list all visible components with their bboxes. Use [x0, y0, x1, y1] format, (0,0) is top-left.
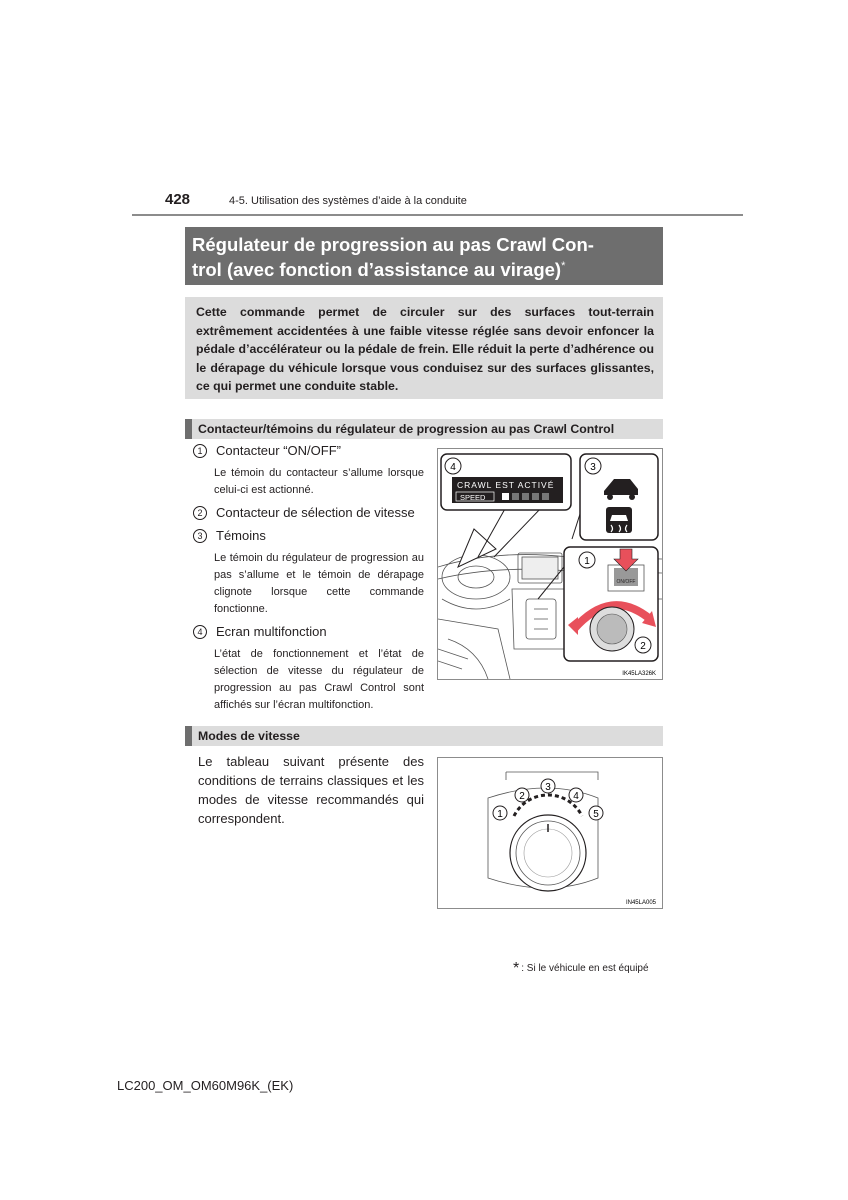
item-indicators: [193, 528, 266, 543]
callout-4: 4: [450, 462, 456, 473]
callout-3: 3: [590, 462, 596, 473]
item-speed-selector: [193, 505, 415, 520]
header-rule: [132, 214, 743, 216]
intro-paragraph: Cette commande permet de circuler sur des surfaces tout-terrain extrêmement accidentées à une faible vitesse réglée sans devoir enfoncer la pédale d’accélérateur ou la pédale de frein. Elle réduit la perte d’adhérence ou le dérapage du véhicule lorsque vous conduisez sur des surfaces glissantes, ce qui permet une conduite stable.: [185, 297, 663, 399]
display-speed: SPEED: [460, 493, 486, 502]
item-description: Le témoin du régulateur de progression au pas s’allume et le témoin de dérapage clignote lorsque cette commande fonctionne.: [214, 552, 424, 615]
callout-1: 1: [497, 809, 503, 820]
item-description: L’état de fonctionnement et l’état de sélection de vitesse du régulateur de progression au pas Crawl Control sont affichés sur l’écran multifonction.: [214, 648, 424, 711]
footnote: [513, 960, 649, 978]
item-label: Ecran multifonction: [216, 624, 327, 639]
dashboard-illustration: [437, 448, 663, 680]
callout-2: 2: [640, 641, 646, 652]
document-code: LC200_OM_OM60M96K_(EK): [117, 1078, 294, 1093]
section-heading-switch: Contacteur/témoins du régulateur de progression au pas Crawl Control: [185, 419, 663, 439]
footnote-star: *: [513, 960, 520, 977]
section-heading-speed-modes: Modes de vitesse: [185, 726, 663, 746]
section-reference: 4-5. Utilisation des systèmes d’aide à la conduite: [229, 195, 467, 207]
callout-2: 2: [519, 791, 525, 802]
callout-1: 1: [584, 556, 590, 567]
callout-number: 2: [193, 506, 207, 520]
footnote-text: : Si le véhicule en est équipé: [521, 963, 649, 974]
display-text: CRAWL EST ACTIVÉ: [457, 480, 555, 490]
switch-label: ON/OFF: [616, 579, 636, 585]
figure-code: IN45LA005: [625, 900, 656, 906]
callout-number: 4: [193, 625, 207, 639]
item-label: Contacteur “ON/OFF”: [216, 443, 341, 458]
callout-5: 5: [593, 809, 599, 820]
page-number: 428: [165, 191, 191, 208]
page-title: [185, 227, 663, 285]
speed-modes-intro: Le tableau suivant présente des conditions de terrains classiques et les modes de vitesse recommandés qui correspondent.: [198, 754, 424, 826]
callout-number: 3: [193, 529, 207, 543]
callout-4: 4: [573, 791, 579, 802]
figure-code: IK45LA326K: [622, 671, 656, 677]
callout-3: 3: [545, 782, 551, 793]
title-line-2: trol (avec fonction d’assistance au virage)*: [192, 259, 566, 280]
slip-indicator-icon: [606, 507, 632, 533]
item-label: Contacteur de sélection de vitesse: [216, 505, 415, 520]
title-asterisk: *: [561, 259, 566, 272]
item-description: Le témoin du contacteur s’allume lorsque celui-ci est actionné.: [214, 467, 424, 496]
title-line-1: Régulateur de progression au pas Crawl Con-: [192, 234, 594, 255]
callout-number: 1: [193, 444, 207, 458]
speed-selector-illustration: [437, 757, 663, 909]
item-multi-display: [193, 624, 327, 639]
item-label: Témoins: [216, 528, 266, 543]
item-on-off: [193, 443, 341, 458]
